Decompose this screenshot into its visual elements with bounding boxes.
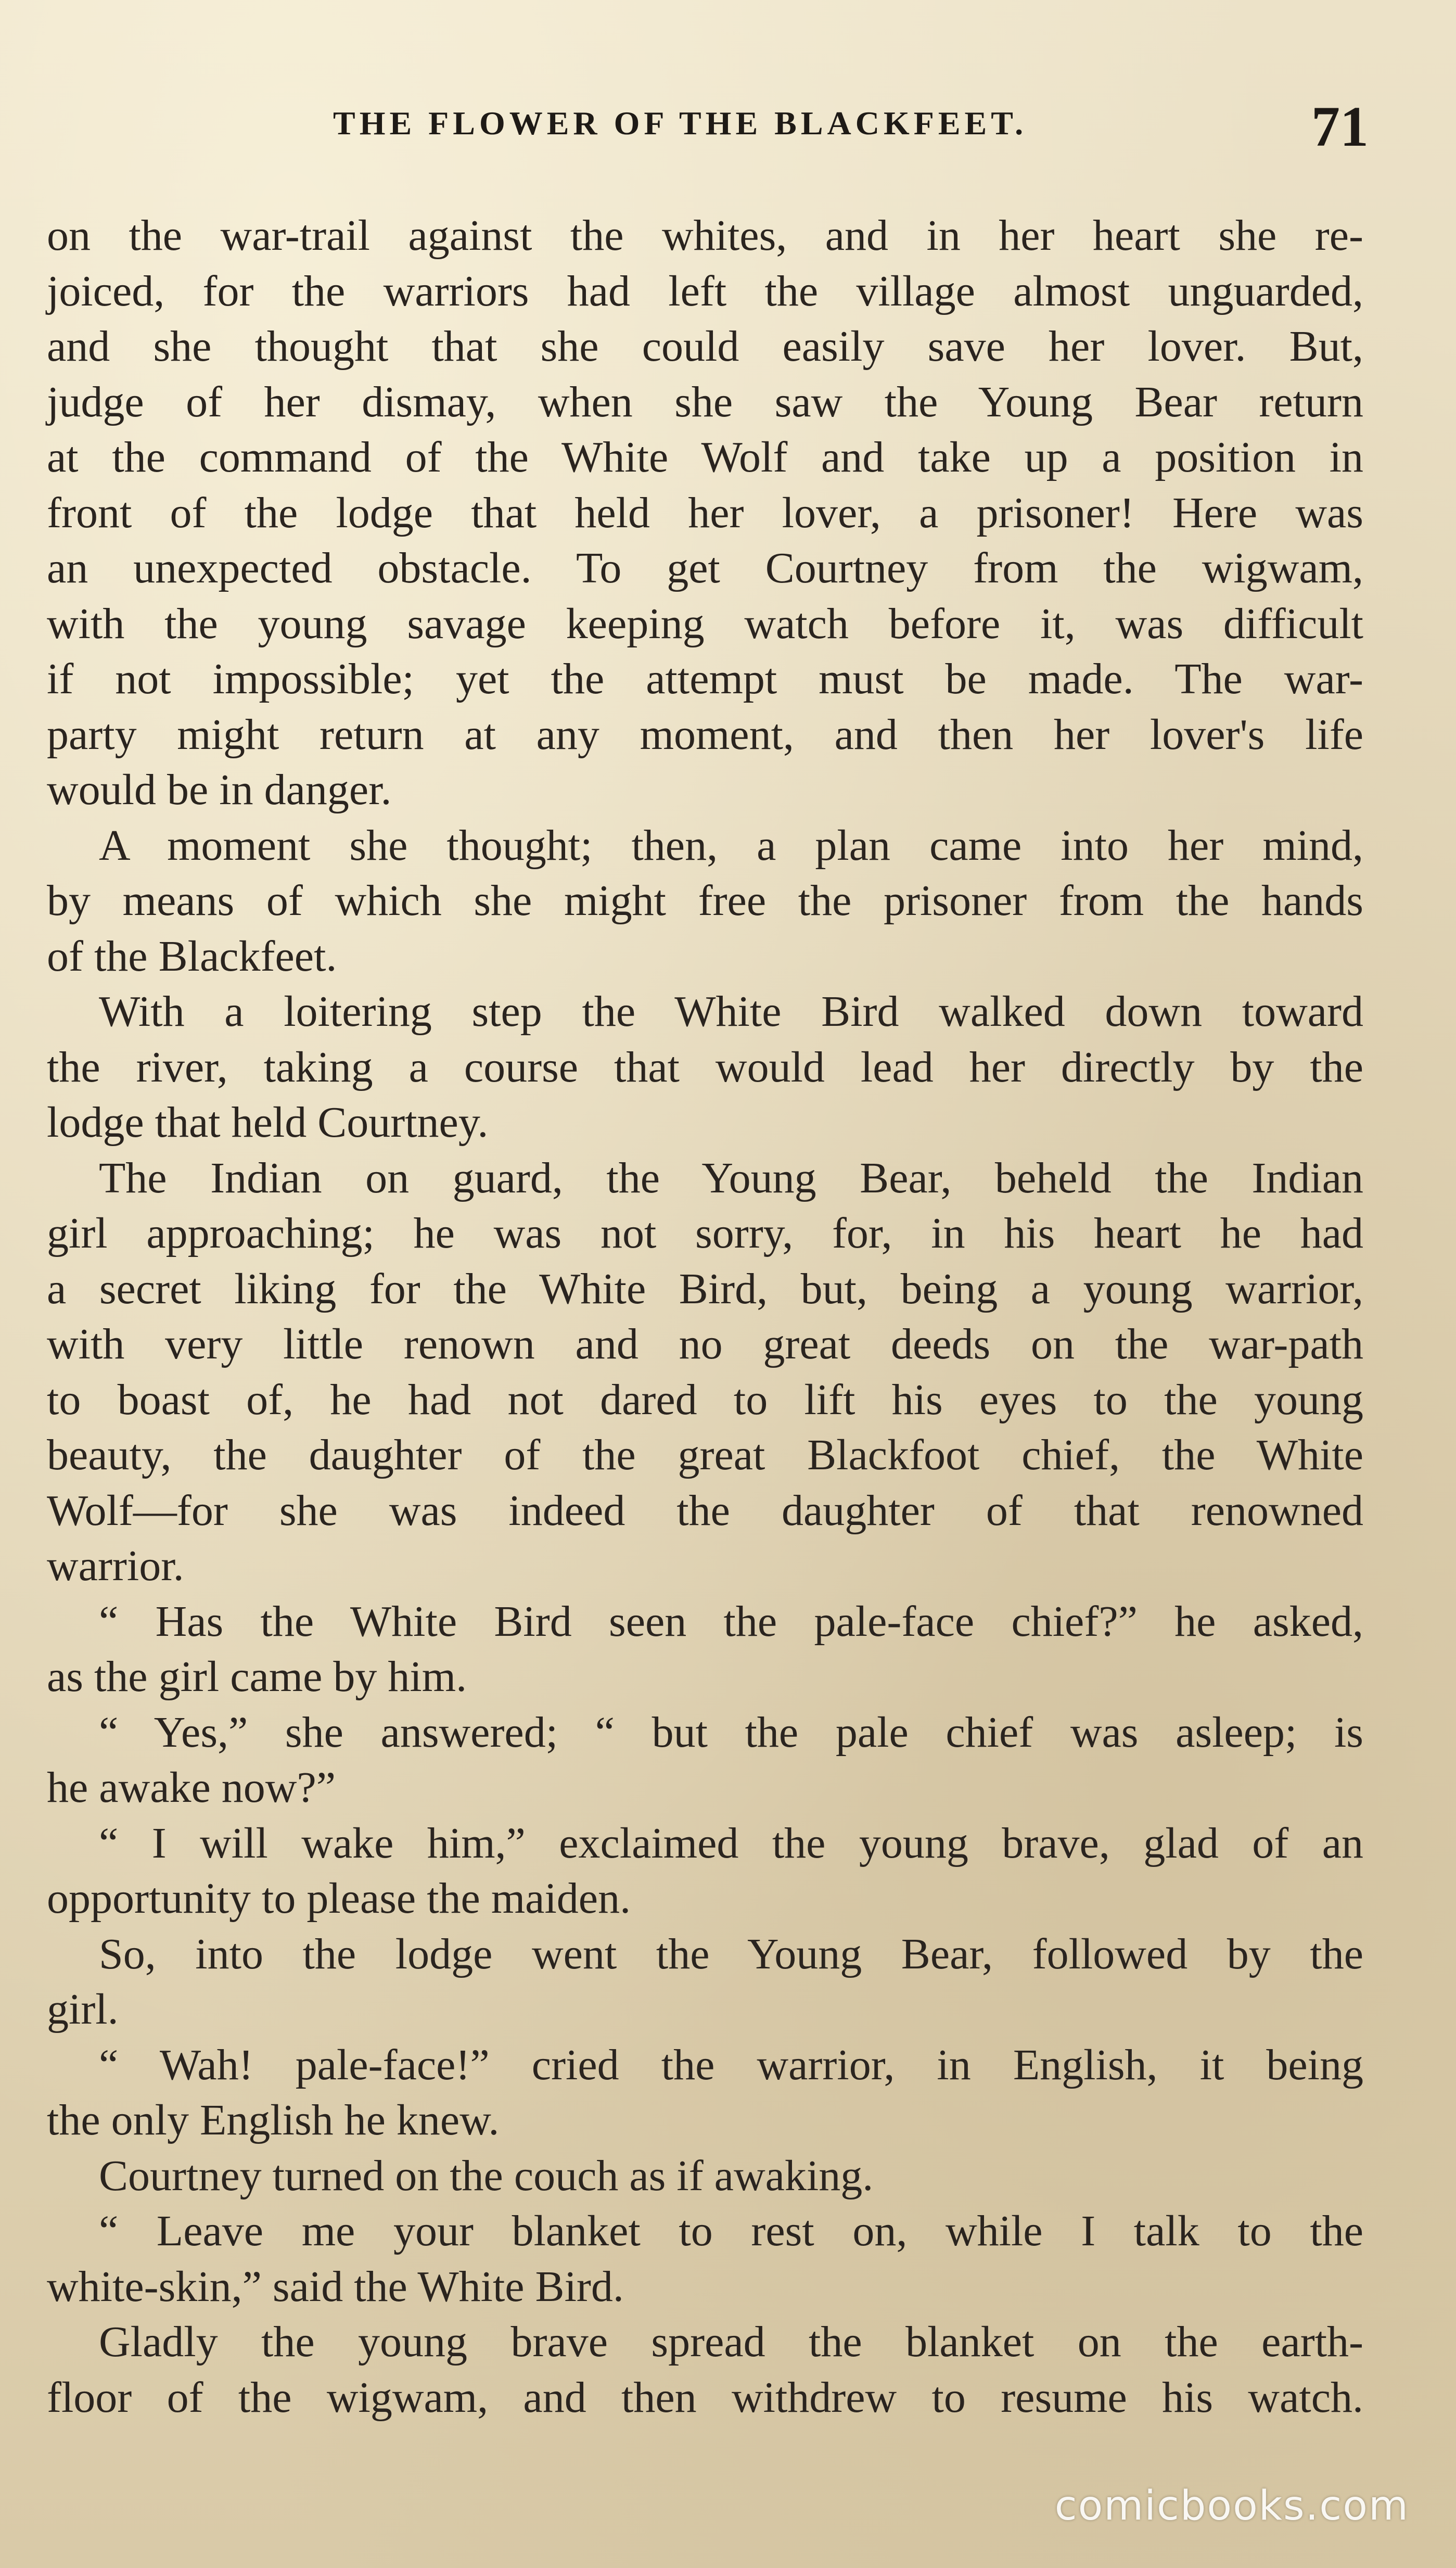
text-line: girl approaching; he was not sorry, for, in his heart he had [47,1209,1363,1257]
text-line: the only English he knew. [47,2096,500,2144]
text-line: he awake now?” [47,1763,336,1812]
text-line: front of the lodge that held her lover, a prisoner! Here was [47,488,1363,537]
text-line: lodge that held Courtney. [47,1098,489,1147]
text-line: as the girl came by him. [47,1652,467,1701]
text-line: “ I will wake him,” exclaimed the young brave, glad of an [99,1819,1363,1867]
text-line: an unexpected obstacle. To get Courtney from the wigwam, [47,544,1363,592]
page-number: 71 [1311,95,1369,158]
text-line: Wolf—for she was indeed the daughter of that renowned [47,1486,1363,1535]
running-title: THE FLOWER OF THE BLACKFEET. [333,105,1028,142]
text-line: at the command of the White Wolf and take up a position in [47,433,1363,481]
text-line: the river, taking a course that would lead her directly by the [47,1043,1363,1091]
text-line: A moment she thought; then, a plan came into her mind, [99,821,1363,870]
text-line: joiced, for the warriors had left the village almost unguarded, [47,266,1363,315]
text-line: “ Yes,” she answered; “ but the pale chief was asleep; is [99,1708,1363,1757]
text-line: floor of the wigwam, and then withdrew to resume his watch. [47,2373,1363,2422]
text-line: The Indian on guard, the Young Bear, beheld the Indian [99,1153,1363,1202]
text-line: would be in danger. [47,766,392,814]
text-line: on the war-trail against the whites, and in her heart she re- [47,211,1363,260]
page-header [0,94,1456,172]
text-line: Courtney turned on the couch as if awaking. [99,2151,874,2200]
text-line: girl. [47,1985,119,2033]
text-line: with very little renown and no great deeds on the war-path [47,1320,1363,1368]
watermark: comicbooks.com [1054,2483,1409,2529]
text-line: warrior. [47,1542,184,1590]
text-line: “ Leave me your blanket to rest on, while I talk to the [99,2207,1363,2255]
text-line: So, into the lodge went the Young Bear, followed by the [99,1929,1363,1978]
text-line: to boast of, he had not dared to lift his eyes to the young [47,1375,1363,1424]
text-line: of the Blackfeet. [47,932,337,981]
text-line: white-skin,” said the White Bird. [47,2262,624,2311]
text-line: Gladly the young brave spread the blanket on the earth- [99,2318,1363,2366]
text-line: “ Has the White Bird seen the pale-face chief?” he asked, [99,1597,1363,1646]
text-line: by means of which she might free the prisoner from the hands [47,876,1363,925]
text-line: if not impossible; yet the attempt must be made. The war- [47,655,1363,703]
text-line: with the young savage keeping watch before it, was difficult [47,599,1363,648]
text-line: “ Wah! pale-face!” cried the warrior, in English, it being [99,2040,1363,2089]
text-line: With a loitering step the White Bird walked down toward [99,987,1363,1036]
body-text [47,208,1363,2425]
text-line: opportunity to please the maiden. [47,1874,631,1923]
text-line: beauty, the daughter of the great Blackfoot chief, the White [47,1431,1363,1479]
text-line: and she thought that she could easily save her lover. But, [47,322,1363,371]
text-line: judge of her dismay, when she saw the Young Bear return [47,377,1363,426]
text-line: party might return at any moment, and then her lover's life [47,710,1363,759]
text-line: a secret liking for the White Bird, but, being a young warrior, [47,1264,1363,1313]
